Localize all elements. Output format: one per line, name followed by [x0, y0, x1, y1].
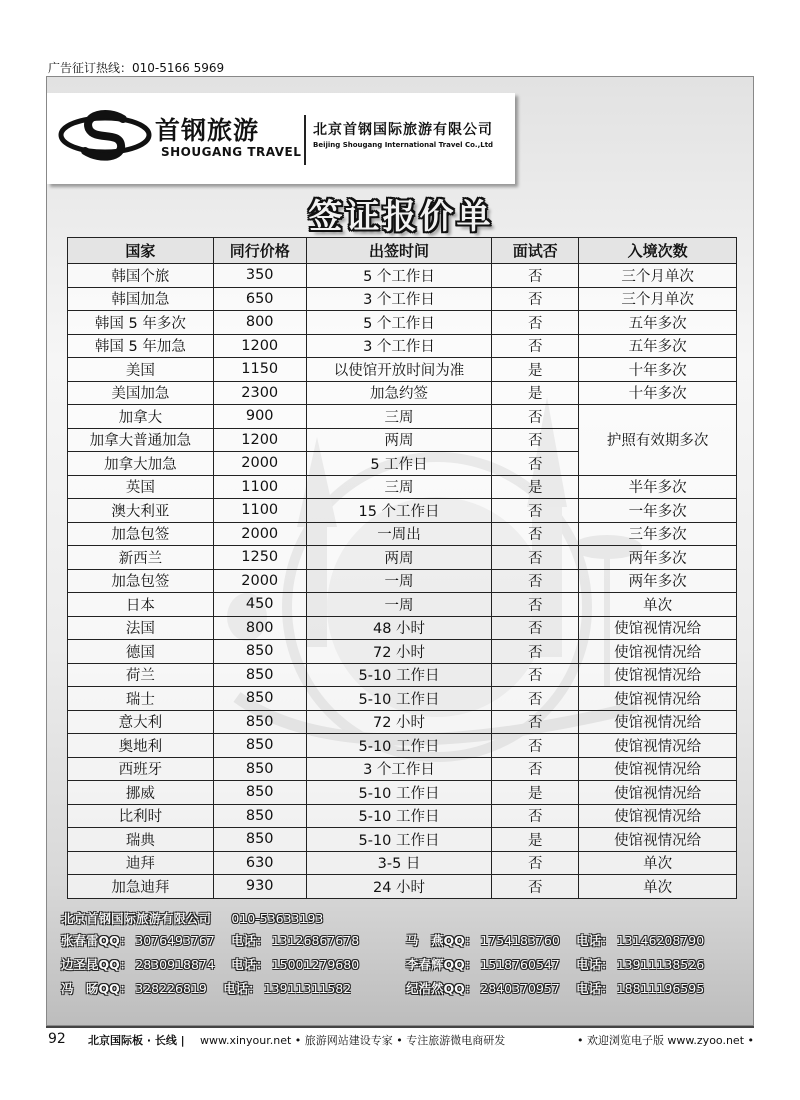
cell-entries: 使馆视情况给	[579, 616, 737, 640]
cell-entries: 三个月单次	[579, 264, 737, 288]
cell-country: 瑞士	[68, 687, 214, 711]
contact-company-name: 北京首钢国际旅游有限公司	[61, 911, 212, 926]
cell-processing-time: 48 小时	[306, 616, 492, 640]
logo-english-name: SHOUGANG TRAVEL	[161, 145, 302, 159]
contact-qq: 328226819	[135, 981, 207, 996]
cell-country: 意大利	[68, 710, 214, 734]
cell-processing-time: 三周	[306, 475, 492, 499]
contact-name: 冯 旸	[61, 981, 99, 996]
cell-country: 挪威	[68, 781, 214, 805]
contact-company-line	[61, 909, 323, 927]
cell-processing-time: 5-10 工作日	[306, 804, 492, 828]
cell-entries: 三个月单次	[579, 287, 737, 311]
cell-country: 德国	[68, 640, 214, 664]
cell-entries: 两年多次	[579, 546, 737, 570]
contact-tel: 13911311582	[263, 981, 352, 996]
cell-interview: 是	[492, 381, 579, 405]
advertisement-panel	[46, 76, 754, 1026]
cell-processing-time: 5-10 工作日	[306, 828, 492, 852]
cell-price: 1250	[213, 546, 306, 570]
cell-entries: 使馆视情况给	[579, 710, 737, 734]
cell-entries: 使馆视情况给	[579, 781, 737, 805]
cell-price: 2300	[213, 381, 306, 405]
table-row	[68, 687, 737, 711]
cell-country: 法国	[68, 616, 214, 640]
cell-entries: 使馆视情况给	[579, 663, 737, 687]
cell-processing-time: 两周	[306, 428, 492, 452]
cell-interview: 否	[492, 405, 579, 429]
footer-ad-text: www.xinyour.net • 旅游网站建设专家 • 专注旅游微电商研发	[200, 1034, 506, 1047]
cell-processing-time: 一周	[306, 593, 492, 617]
contact-name: 李春辉	[406, 957, 444, 972]
table-row	[68, 569, 737, 593]
cell-price: 850	[213, 710, 306, 734]
contact-tel: 18811196595	[616, 981, 705, 996]
cell-country: 加拿大	[68, 405, 214, 429]
qq-label: QQ：	[98, 957, 133, 972]
contact-row	[61, 955, 359, 973]
cell-interview: 否	[492, 734, 579, 758]
cell-processing-time: 5-10 工作日	[306, 687, 492, 711]
table-row	[68, 264, 737, 288]
contact-name: 马 燕	[406, 933, 444, 948]
table-row	[68, 358, 737, 382]
table-row	[68, 522, 737, 546]
contact-qq: 2830918874	[135, 957, 215, 972]
cell-interview: 否	[492, 875, 579, 899]
table-row	[68, 640, 737, 664]
cell-processing-time: 3-5 日	[306, 851, 492, 875]
cell-processing-time: 24 小时	[306, 875, 492, 899]
cell-price: 850	[213, 663, 306, 687]
contact-qq: 3076493767	[135, 933, 215, 948]
contact-row	[406, 931, 704, 949]
cell-price: 800	[213, 616, 306, 640]
table-row	[68, 663, 737, 687]
cell-price: 850	[213, 804, 306, 828]
cell-country: 韩国个旅	[68, 264, 214, 288]
footer-website-text: • 欢迎浏览电子版 www.zyoo.net •	[576, 1034, 754, 1047]
cell-processing-time: 5-10 工作日	[306, 734, 492, 758]
cell-entries: 十年多次	[579, 381, 737, 405]
cell-price: 850	[213, 757, 306, 781]
cell-country: 韩国加急	[68, 287, 214, 311]
cell-processing-time: 3 个工作日	[306, 757, 492, 781]
header-interview: 面试否	[492, 238, 579, 264]
cell-country: 迪拜	[68, 851, 214, 875]
table-row	[68, 828, 737, 852]
header-divider	[304, 115, 306, 165]
cell-entries: 使馆视情况给	[579, 804, 737, 828]
cell-entries: 五年多次	[579, 334, 737, 358]
cell-entries: 使馆视情况给	[579, 687, 737, 711]
cell-processing-time: 3 个工作日	[306, 334, 492, 358]
tel-label: 电话：	[223, 981, 261, 996]
cell-processing-time: 一周	[306, 569, 492, 593]
tel-label: 电话：	[576, 981, 614, 996]
contact-qq: 1518760547	[480, 957, 560, 972]
cell-interview: 否	[492, 851, 579, 875]
cell-country: 加急包签	[68, 522, 214, 546]
cell-interview: 否	[492, 287, 579, 311]
qq-label: QQ：	[98, 933, 133, 948]
cell-processing-time: 以使馆开放时间为准	[306, 358, 492, 382]
cell-entries: 使馆视情况给	[579, 734, 737, 758]
cell-interview: 是	[492, 358, 579, 382]
cell-interview: 否	[492, 640, 579, 664]
cell-country: 日本	[68, 593, 214, 617]
cell-processing-time: 5 个工作日	[306, 311, 492, 335]
contact-tel: 15001279680	[271, 957, 360, 972]
page-number: 92	[48, 1031, 66, 1047]
contact-tel: 13146208790	[616, 933, 705, 948]
contact-company-phone: 010-53633193	[231, 911, 324, 926]
cell-entries: 使馆视情况给	[579, 828, 737, 852]
table-row	[68, 616, 737, 640]
cell-entries: 半年多次	[579, 475, 737, 499]
cell-processing-time: 72 小时	[306, 710, 492, 734]
cell-country: 韩国 5 年多次	[68, 311, 214, 335]
cell-processing-time: 15 个工作日	[306, 499, 492, 523]
contact-row	[406, 979, 704, 997]
cell-entries: 单次	[579, 851, 737, 875]
table-row	[68, 804, 737, 828]
cell-entries: 三年多次	[579, 522, 737, 546]
company-header	[47, 93, 515, 184]
cell-interview: 否	[492, 522, 579, 546]
cell-processing-time: 5 工作日	[306, 452, 492, 476]
cell-interview: 否	[492, 757, 579, 781]
cell-interview: 否	[492, 428, 579, 452]
cell-price: 1150	[213, 358, 306, 382]
table-row	[68, 287, 737, 311]
tel-label: 电话：	[576, 957, 614, 972]
cell-interview: 否	[492, 499, 579, 523]
cell-entries: 一年多次	[579, 499, 737, 523]
footer-divider	[46, 1026, 754, 1028]
table-row	[68, 875, 737, 899]
cell-entries: 十年多次	[579, 358, 737, 382]
table-row	[68, 710, 737, 734]
table-row	[68, 757, 737, 781]
footer-section-title: 北京国际板 · 长线 |	[88, 1034, 185, 1047]
table-row	[68, 405, 737, 429]
table-header-row	[68, 238, 737, 264]
cell-processing-time: 5-10 工作日	[306, 663, 492, 687]
cell-price: 2000	[213, 522, 306, 546]
cell-price: 850	[213, 828, 306, 852]
cell-price: 850	[213, 640, 306, 664]
cell-entries: 护照有效期多次	[579, 405, 737, 476]
cell-entries: 五年多次	[579, 311, 737, 335]
cell-price: 1200	[213, 428, 306, 452]
cell-processing-time: 两周	[306, 546, 492, 570]
cell-price: 2000	[213, 569, 306, 593]
cell-price: 650	[213, 287, 306, 311]
cell-price: 850	[213, 687, 306, 711]
table-row	[68, 381, 737, 405]
tel-label: 电话：	[231, 933, 269, 948]
cell-entries: 单次	[579, 593, 737, 617]
cell-price: 800	[213, 311, 306, 335]
table-row	[68, 334, 737, 358]
cell-processing-time: 3 个工作日	[306, 287, 492, 311]
cell-interview: 是	[492, 828, 579, 852]
cell-country: 瑞典	[68, 828, 214, 852]
logo-chinese-name: 首钢旅游	[155, 116, 260, 145]
contact-name: 张春雷	[61, 933, 99, 948]
cell-processing-time: 72 小时	[306, 640, 492, 664]
header-entries: 入境次数	[579, 238, 737, 264]
page-title: 签证报价单	[308, 197, 494, 237]
cell-price: 630	[213, 851, 306, 875]
cell-interview: 否	[492, 663, 579, 687]
contact-row	[406, 955, 704, 973]
cell-price: 1200	[213, 334, 306, 358]
cell-processing-time: 加急约签	[306, 381, 492, 405]
contact-name: 边圣昆	[61, 957, 99, 972]
cell-country: 荷兰	[68, 663, 214, 687]
qq-label: QQ：	[443, 981, 478, 996]
cell-processing-time: 一周出	[306, 522, 492, 546]
cell-interview: 否	[492, 311, 579, 335]
visa-price-table	[67, 237, 737, 899]
cell-entries: 使馆视情况给	[579, 640, 737, 664]
cell-interview: 否	[492, 546, 579, 570]
header-price: 同行价格	[213, 238, 306, 264]
cell-country: 西班牙	[68, 757, 214, 781]
cell-interview: 否	[492, 710, 579, 734]
company-chinese-name: 北京首钢国际旅游有限公司	[313, 122, 493, 138]
cell-country: 比利时	[68, 804, 214, 828]
cell-entries: 两年多次	[579, 569, 737, 593]
contact-section	[61, 909, 751, 1019]
tel-label: 电话：	[576, 933, 614, 948]
cell-country: 新西兰	[68, 546, 214, 570]
contact-tel: 13911138526	[616, 957, 705, 972]
cell-entries: 单次	[579, 875, 737, 899]
cell-processing-time: 三周	[306, 405, 492, 429]
cell-country: 奥地利	[68, 734, 214, 758]
table-row	[68, 851, 737, 875]
contact-name: 纪浩然	[406, 981, 444, 996]
table-row	[68, 499, 737, 523]
ad-hotline: 广告征订热线：010-5166 5969	[48, 61, 225, 75]
qq-label: QQ：	[443, 933, 478, 948]
tel-label: 电话：	[231, 957, 269, 972]
cell-price: 850	[213, 781, 306, 805]
cell-interview: 否	[492, 264, 579, 288]
cell-interview: 是	[492, 781, 579, 805]
qq-label: QQ：	[443, 957, 478, 972]
cell-country: 韩国 5 年加急	[68, 334, 214, 358]
contact-qq: 2840370957	[480, 981, 560, 996]
table-row	[68, 475, 737, 499]
cell-price: 450	[213, 593, 306, 617]
cell-interview: 否	[492, 452, 579, 476]
cell-interview: 否	[492, 334, 579, 358]
cell-country: 加拿大普通加急	[68, 428, 214, 452]
cell-interview: 否	[492, 616, 579, 640]
cell-interview: 否	[492, 804, 579, 828]
cell-price: 350	[213, 264, 306, 288]
header-country: 国家	[68, 238, 214, 264]
table-row	[68, 546, 737, 570]
cell-country: 加急迪拜	[68, 875, 214, 899]
table-row	[68, 781, 737, 805]
table-row	[68, 734, 737, 758]
cell-price: 2000	[213, 452, 306, 476]
cell-country: 美国加急	[68, 381, 214, 405]
cell-country: 美国	[68, 358, 214, 382]
contact-qq: 1754183760	[480, 933, 560, 948]
contact-row	[61, 931, 359, 949]
cell-processing-time: 5-10 工作日	[306, 781, 492, 805]
cell-entries: 使馆视情况给	[579, 757, 737, 781]
cell-interview: 是	[492, 475, 579, 499]
cell-interview: 否	[492, 569, 579, 593]
cell-country: 澳大利亚	[68, 499, 214, 523]
cell-interview: 否	[492, 687, 579, 711]
table-row	[68, 593, 737, 617]
cell-price: 900	[213, 405, 306, 429]
cell-price: 930	[213, 875, 306, 899]
cell-price: 1100	[213, 475, 306, 499]
shougang-logo-icon	[57, 107, 153, 163]
cell-country: 加拿大加急	[68, 452, 214, 476]
cell-interview: 否	[492, 593, 579, 617]
cell-country: 英国	[68, 475, 214, 499]
contact-row	[61, 979, 351, 997]
company-english-name: Beijing Shougang International Travel Co.,Ltd	[313, 141, 494, 149]
table-row	[68, 311, 737, 335]
cell-country: 加急包签	[68, 569, 214, 593]
cell-processing-time: 5 个工作日	[306, 264, 492, 288]
qq-label: QQ：	[98, 981, 133, 996]
cell-price: 1100	[213, 499, 306, 523]
header-processing-time: 出签时间	[306, 238, 492, 264]
cell-price: 850	[213, 734, 306, 758]
contact-tel: 13126867678	[271, 933, 360, 948]
